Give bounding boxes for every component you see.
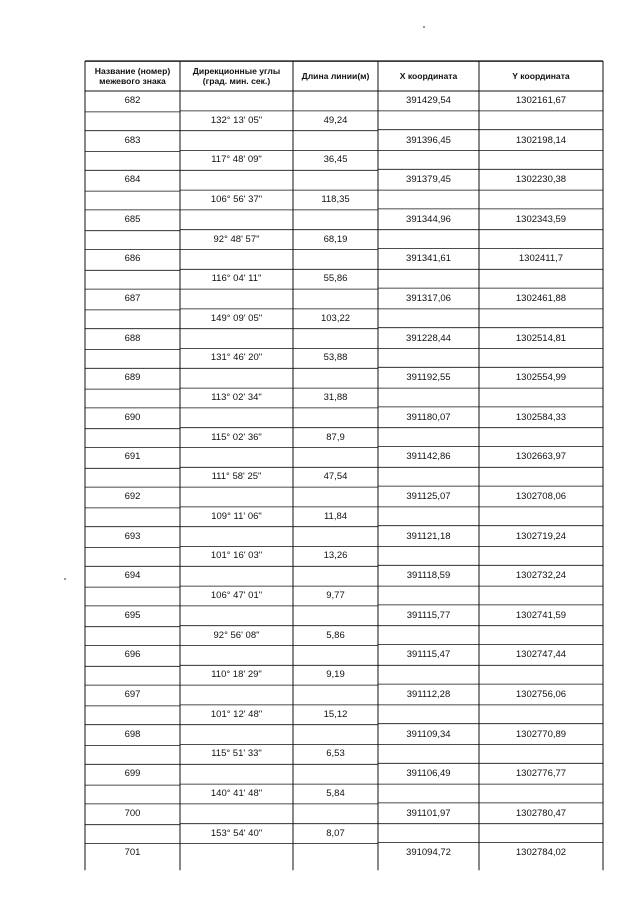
point-x: 391115,77 — [406, 609, 451, 621]
point-y: 1302756,06 — [515, 689, 567, 700]
point-name: 692 — [124, 491, 141, 502]
point-y: 1302780,47 — [515, 807, 567, 819]
point-name: 690 — [124, 411, 141, 423]
point-x: 391341,61 — [406, 253, 451, 265]
point-y: 1302584,33 — [515, 411, 567, 423]
point-y: 1302784,02 — [515, 847, 567, 859]
point-name: 684 — [124, 174, 141, 186]
scan-speck — [423, 26, 425, 28]
point-y: 1302770,89 — [515, 728, 567, 740]
point-y: 1302747,44 — [515, 649, 567, 661]
segment-length: 103,22 — [320, 312, 351, 324]
point-y: 1302776,77 — [515, 768, 567, 780]
segment-angle: 111° 58' 25" — [211, 471, 262, 483]
point-x: 391094,72 — [406, 847, 451, 859]
segment-length: 47,54 — [323, 471, 348, 483]
segment-length: 5,86 — [326, 629, 345, 641]
segment-angle: 115° 51' 33" — [211, 748, 262, 760]
point-y: 1302230,38 — [515, 174, 567, 186]
segment-angle: 131° 46' 20" — [210, 352, 263, 364]
point-x: 391396,45 — [406, 134, 451, 146]
point-x: 391180,07 — [406, 411, 451, 423]
point-name: 686 — [124, 253, 141, 265]
point-y: 1302343,59 — [515, 213, 567, 225]
segment-length: 55,86 — [323, 273, 348, 285]
header-x: X координата — [399, 71, 458, 81]
point-name: 699 — [124, 768, 141, 780]
segment-angle: 116° 04' 11" — [211, 273, 262, 285]
segment-length: 9,19 — [326, 669, 345, 681]
segment-length: 31,88 — [323, 392, 348, 403]
header-name: Название (номер) межевого знака — [94, 66, 171, 86]
segment-angle: 153° 54' 40" — [210, 827, 263, 839]
point-name: 697 — [124, 689, 141, 700]
point-x: 391106,49 — [406, 768, 451, 780]
point-y: 1302461,88 — [515, 293, 567, 304]
point-x: 391101,97 — [406, 807, 451, 819]
header-angle: Дирекционные углы (град. мин. сек.) — [192, 66, 281, 86]
point-y: 1302708,06 — [515, 491, 567, 502]
point-name: 694 — [124, 570, 141, 582]
segment-angle: 92° 56' 08" — [213, 629, 260, 641]
segment-length: 6,53 — [326, 748, 345, 760]
point-name: 693 — [124, 530, 141, 542]
point-x: 391121,18 — [406, 530, 451, 542]
point-x: 391317,06 — [406, 293, 451, 304]
segment-length: 87,9 — [326, 431, 345, 443]
point-x: 391125,07 — [406, 491, 451, 502]
point-name: 688 — [124, 332, 141, 344]
segment-length: 8,07 — [326, 827, 345, 839]
point-name: 687 — [124, 293, 141, 304]
point-x: 391379,45 — [406, 174, 451, 186]
point-name: 695 — [124, 609, 141, 621]
segment-angle: 92° 48' 57" — [213, 233, 260, 245]
point-name: 698 — [124, 728, 141, 740]
header-y: Y координата — [512, 71, 570, 81]
segment-angle: 110° 18' 29" — [211, 669, 262, 681]
segment-angle: 101° 16' 03" — [210, 550, 263, 562]
point-x: 391228,44 — [406, 332, 451, 344]
segment-angle: 113° 02' 34" — [211, 392, 262, 403]
scan-speck — [64, 578, 66, 580]
segment-angle: 132° 13' 05" — [210, 114, 263, 126]
segment-angle: 101° 12' 48" — [210, 708, 263, 720]
segment-length: 36,45 — [323, 154, 348, 166]
segment-angle: 115° 02' 36" — [211, 431, 262, 443]
point-name: 696 — [124, 649, 141, 661]
point-x: 391109,34 — [406, 728, 451, 740]
point-x: 391142,86 — [406, 451, 451, 463]
point-name: 701 — [124, 847, 141, 859]
point-y: 1302161,67 — [515, 95, 567, 106]
point-name: 691 — [124, 451, 141, 463]
segment-angle: 117° 48' 09" — [211, 154, 262, 166]
point-y: 1302514,81 — [515, 332, 567, 344]
point-y: 1302198,14 — [515, 134, 567, 146]
segment-angle: 149° 09' 05" — [210, 312, 263, 324]
point-name: 683 — [124, 134, 141, 146]
segment-angle: 140° 41' 48" — [210, 788, 263, 799]
point-x: 391118,59 — [406, 570, 451, 582]
segment-length: 11,84 — [323, 510, 348, 522]
header-length: Длина линии(м) — [301, 71, 370, 81]
segment-length: 49,24 — [323, 114, 348, 126]
point-y: 1302411,7 — [518, 253, 564, 265]
segment-length: 118,35 — [321, 194, 350, 205]
segment-length: 13,26 — [323, 550, 348, 562]
segment-length: 5,84 — [326, 788, 345, 799]
segment-length: 68,19 — [323, 233, 348, 245]
point-y: 1302663,97 — [515, 451, 567, 463]
point-name: 682 — [124, 95, 141, 106]
point-y: 1302719,24 — [515, 530, 567, 542]
segment-angle: 106° 56' 37" — [210, 194, 263, 205]
point-x: 391192,55 — [406, 372, 451, 384]
point-x: 391115,47 — [406, 649, 451, 661]
point-name: 700 — [124, 807, 141, 819]
segment-angle: 106° 47' 01" — [210, 590, 263, 601]
point-name: 685 — [124, 213, 141, 225]
point-x: 391429,54 — [406, 95, 451, 106]
point-y: 1302741,59 — [515, 609, 567, 621]
point-name: 689 — [124, 372, 141, 384]
segment-angle: 109° 11' 06" — [211, 510, 262, 522]
point-x: 391112,28 — [406, 689, 451, 700]
point-x: 391344,96 — [406, 213, 451, 225]
segment-length: 53,88 — [323, 352, 348, 364]
segment-length: 9,77 — [326, 590, 345, 601]
point-y: 1302554,99 — [515, 372, 567, 384]
point-y: 1302732,24 — [515, 570, 567, 582]
segment-length: 15,12 — [323, 708, 348, 720]
